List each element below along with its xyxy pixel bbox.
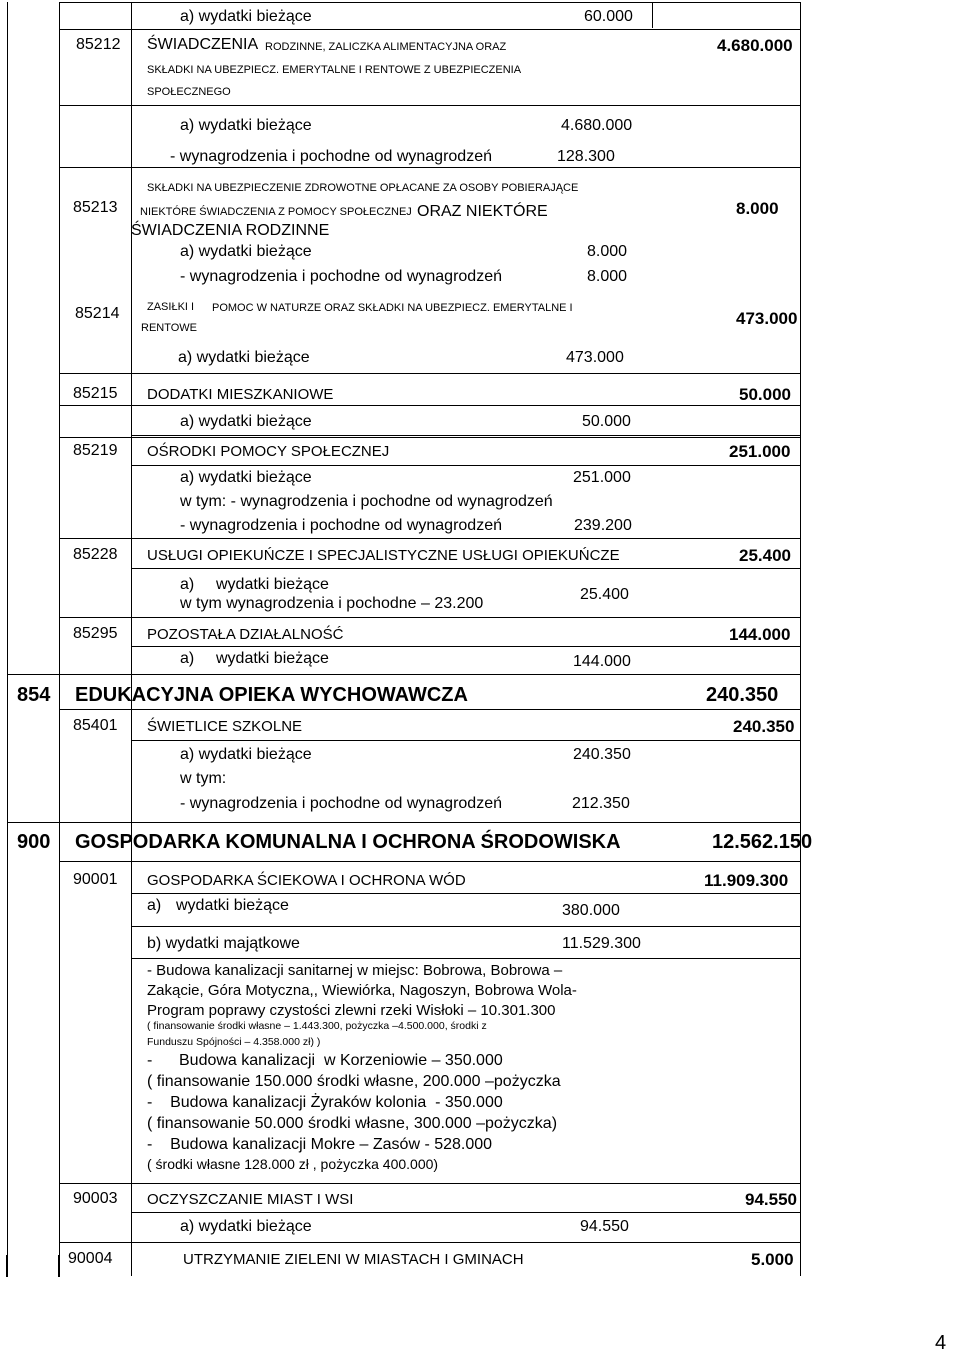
expense-label: w tym wynagrodzenia i pochodne – 23.200 [180, 595, 484, 612]
row-title: RENTOWE [141, 322, 198, 334]
row-total: 8.000 [736, 199, 779, 218]
expense-label: a) wydatki bieżące [180, 117, 312, 134]
expense-label: wydatki bieżące [216, 576, 329, 593]
expense-value: 8.000 [587, 268, 628, 285]
expense-value: 50.000 [582, 413, 631, 430]
investment-desc: ( finansowanie 50.000 środki własne, 300.000 –pożyczka) [147, 1115, 558, 1132]
row-total: 25.400 [739, 546, 791, 565]
row-code: 85295 [73, 625, 118, 642]
row-code: 85212 [76, 36, 121, 53]
expense-value: 25.400 [580, 586, 629, 603]
row-title: RODZINNE, ZALICZKA ALIMENTACYJNA ORAZ [265, 41, 507, 53]
investment-desc: ( finansowanie środki własne – 1.443.300, pożyczka –4.500.000, środki z [147, 1020, 487, 1032]
investment-desc: - Budowa kanalizacji Żyraków kolonia - 350.000 [147, 1094, 503, 1111]
row-title: OCZYSZCZANIE MIAST I WSI [147, 1191, 354, 1208]
expense-value: 11.529.300 [562, 935, 641, 952]
expense-label: - wynagrodzenia i pochodne od wynagrodzeń [180, 795, 502, 812]
row-title: POMOC W NATURZE ORAZ SKŁADKI NA UBEZPIECZ. EMERYTALNE I [212, 302, 573, 314]
expense-label: - wynagrodzenia i pochodne od wynagrodzeń [180, 517, 502, 534]
investment-desc: ( środki własne 128.000 zł , pożyczka 400.000) [147, 1156, 439, 1172]
row-code: 90001 [73, 871, 118, 888]
row-code: 85228 [73, 546, 118, 563]
expense-label: - wynagrodzenia i pochodne od wynagrodzeń [180, 268, 502, 285]
row-title: DODATKI MIESZKANIOWE [147, 386, 334, 403]
expense-value: 128.300 [557, 148, 615, 165]
division-total: 240.350 [706, 684, 779, 706]
row-title: OŚRODKI POMOCY SPOŁECZNEJ [147, 443, 390, 460]
row-total: 4.680.000 [717, 36, 793, 55]
division-code: 900 [17, 831, 51, 853]
row-title: USŁUGI OPIEKUŃCZE I SPECJALISTYCZNE USŁUGI OPIEKUŃCZE [147, 547, 620, 564]
expense-label: w tym: - wynagrodzenia i pochodne od wynagrodzeń [180, 493, 553, 510]
row-code: 85214 [75, 305, 120, 322]
row-title: ORAZ NIEKTÓRE [417, 203, 548, 220]
investment-desc: - Budowa kanalizacji Mokre – Zasów - 528.000 [147, 1136, 493, 1153]
division-code: 854 [17, 684, 51, 706]
row-title: SKŁADKI NA UBEZPIECZ. EMERYTALNE I RENTOWE Z UBEZPIECZENIA [147, 64, 522, 76]
row-title: UTRZYMANIE ZIELENI W MIASTACH I GMINACH [183, 1251, 524, 1268]
expense-label: wydatki bieżące [216, 650, 329, 667]
expense-label: wydatki bieżące [176, 897, 289, 914]
expense-value: 144.000 [573, 653, 631, 670]
row-code: 85215 [73, 385, 118, 402]
row-title: POZOSTAŁA DZIAŁALNOŚĆ [147, 626, 344, 643]
row-code: 90003 [73, 1190, 118, 1207]
row-title: ŚWIADCZENIA [147, 36, 259, 53]
expense-label: a) [180, 650, 195, 667]
row-title: ZASIŁKI I [147, 301, 195, 313]
row-total: 251.000 [729, 442, 791, 461]
division-title: EDUKACYJNA OPIEKA WYCHOWAWCZA [75, 684, 468, 706]
expense-value: 94.550 [580, 1218, 629, 1235]
division-title: GOSPODARKA KOMUNALNA I OCHRONA ŚRODOWISKA [75, 831, 621, 853]
row-title: ŚWIADCZENIA RODZINNE [131, 222, 330, 239]
top-expense-value: 60.000 [584, 8, 633, 25]
row-code: 85213 [73, 199, 118, 216]
expense-label: w tym: [180, 770, 227, 787]
row-title: NIEKTÓRE ŚWIADCZENIA Z POMOCY SPOŁECZNEJ [140, 206, 412, 218]
expense-label: a) wydatki bieżące [180, 1218, 312, 1235]
expense-label: a) wydatki bieżące [178, 349, 310, 366]
expense-label: a) [180, 576, 195, 593]
row-total: 240.350 [733, 717, 795, 736]
expense-value: 8.000 [587, 243, 628, 260]
row-code: 85219 [73, 442, 118, 459]
investment-desc: - Budowa kanalizacji w Korzeniowie – 350.000 [147, 1052, 503, 1069]
row-total: 473.000 [736, 309, 798, 328]
expense-label: a) wydatki bieżące [180, 469, 312, 486]
expense-label: b) wydatki majątkowe [147, 935, 300, 952]
expense-value: 240.350 [573, 746, 631, 763]
division-total: 12.562.150 [712, 831, 813, 853]
expense-value: 4.680.000 [561, 117, 633, 134]
row-total: 5.000 [751, 1250, 794, 1269]
row-total: 144.000 [729, 625, 791, 644]
expense-label: a) wydatki bieżące [180, 746, 312, 763]
row-title: GOSPODARKA ŚCIEKOWA I OCHRONA WÓD [147, 872, 466, 889]
row-code: 85401 [73, 717, 118, 734]
expense-label: a) wydatki bieżące [180, 413, 312, 430]
investment-desc: Funduszu Spójności – 4.358.000 zł) ) [147, 1036, 321, 1048]
row-total: 94.550 [745, 1190, 797, 1209]
expense-value: 380.000 [562, 902, 620, 919]
expense-label: a) [147, 897, 162, 914]
expense-value: 251.000 [573, 469, 631, 486]
row-title: SKŁADKI NA UBEZPIECZENIE ZDROWOTNE OPŁACANE ZA OSOBY POBIERAJĄCE [147, 182, 579, 194]
expense-value: 473.000 [566, 349, 624, 366]
expense-label: - wynagrodzenia i pochodne od wynagrodzeń [170, 148, 492, 165]
page-number: 4 [935, 1332, 947, 1354]
row-code: 90004 [68, 1250, 113, 1267]
expense-value: 212.350 [572, 795, 630, 812]
top-expense-label: a) wydatki bieżące [180, 8, 312, 25]
investment-desc: Program poprawy czystości zlewni rzeki Wisłoki – 10.301.300 [147, 1002, 556, 1019]
investment-desc: ( finansowanie 150.000 środki własne, 200.000 –pożyczka [147, 1073, 561, 1090]
row-total: 50.000 [739, 385, 791, 404]
investment-desc: Zakącie, Góra Motyczna,, Wiewiórka, Nagoszyn, Bobrowa Wola- [147, 982, 577, 999]
row-title: SPOŁECZNEGO [147, 86, 231, 98]
row-total: 11.909.300 [704, 871, 789, 890]
investment-desc: - Budowa kanalizacji sanitarnej w miejsc: Bobrowa, Bobrowa – [147, 962, 563, 979]
expense-label: a) wydatki bieżące [180, 243, 312, 260]
expense-value: 239.200 [574, 517, 632, 534]
row-title: ŚWIETLICE SZKOLNE [147, 718, 303, 735]
